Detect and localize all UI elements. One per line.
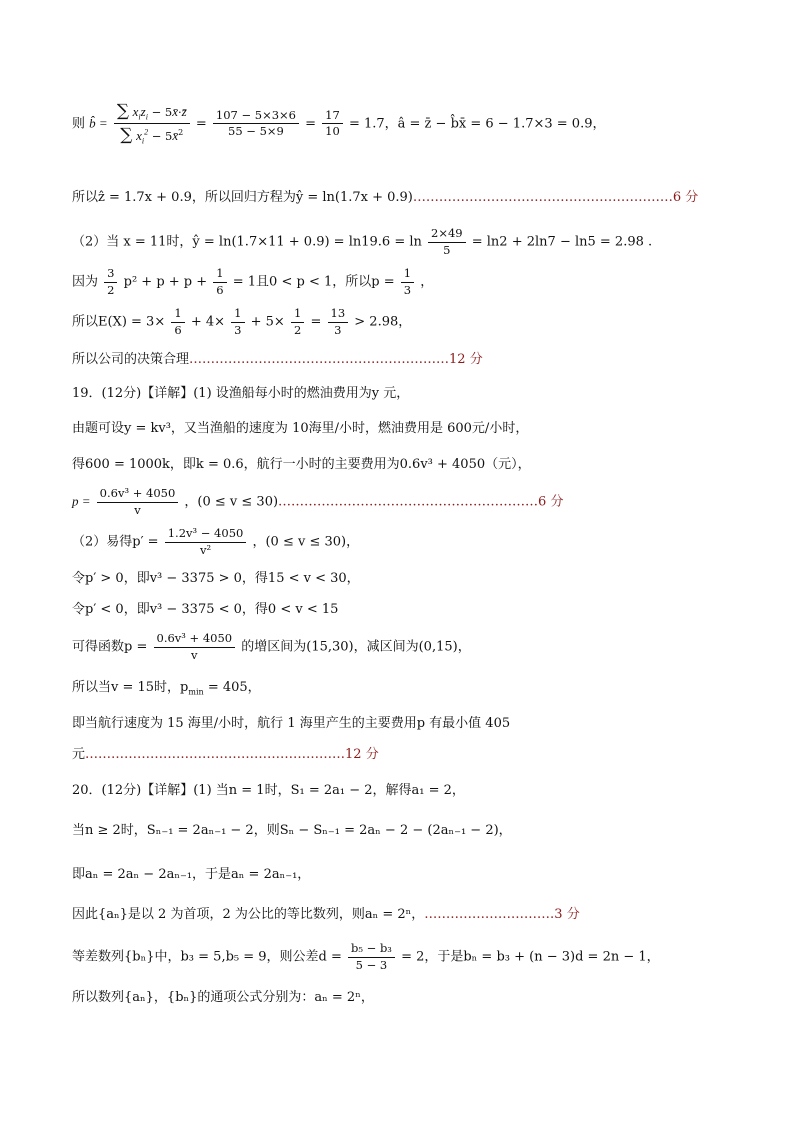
dots: ……………………………………………………: [189, 352, 450, 367]
frac-den: 2: [293, 322, 302, 337]
fraction: [154, 631, 236, 663]
text: = 2，于是bₙ = b₃ + (n − 3)d = 2n − 1，: [401, 949, 660, 965]
text: 因此{aₙ}是以 2 为首项，2 为公比的等比数列，则aₙ = 2ⁿ，: [72, 907, 425, 922]
fraction: [328, 306, 349, 338]
score-label: 12 分: [345, 747, 379, 762]
frac-den: 5 − 3: [355, 957, 388, 972]
text: 因为: [72, 274, 99, 290]
frac-num: 2×49: [428, 226, 466, 243]
fraction-2x49-5: [428, 226, 466, 258]
frac-num: 17: [322, 108, 343, 125]
fraction-numeric: [213, 108, 299, 140]
text: 19．(12分)【详解】(1) 设渔船每小时的燃油费用为y 元，: [72, 386, 410, 401]
question-20-heading: [72, 783, 465, 799]
score-label: 12 分: [449, 352, 483, 367]
q19-intervals: [72, 631, 471, 663]
text: p =: [72, 493, 91, 509]
text: ，(0 ≤ v ≤ 30): [184, 494, 279, 510]
fraction: [97, 486, 179, 518]
b-hat-symbol: b̂ =: [89, 115, 108, 131]
frac-num: 13: [328, 306, 349, 323]
q19-line: [72, 571, 360, 587]
dots: ……………………………………………………: [412, 190, 673, 205]
frac-num: 1: [171, 306, 184, 323]
subscript: min: [188, 687, 204, 697]
text: （2）易得p′ =: [72, 534, 159, 550]
frac-num: b₅ − b₃: [348, 941, 395, 958]
text: = 405，: [207, 680, 261, 695]
frac-den: v: [134, 502, 141, 517]
text: =: [310, 314, 322, 330]
frac-num: 1: [231, 306, 244, 323]
text: 令p′ > 0，即v³ − 3375 > 0，得15 < v < 30，: [72, 571, 360, 586]
frac-bottom: ∑ $x_i^2$ − 5x̄$^2$: [120, 125, 184, 146]
frac-num: 0.6v³ + 4050: [97, 486, 179, 503]
part2-line: [72, 226, 652, 258]
text: （2）当 x = 11时，ŷ = ln(1.7×11 + 0.9) = ln19.6 = ln: [72, 234, 422, 250]
text: + 5×: [250, 314, 285, 330]
frac-den: 6: [216, 282, 224, 297]
frac-den: 3: [403, 282, 412, 297]
frac-top: ∑ $x_iz_i$ − 5x̄·z̄: [114, 100, 190, 124]
fraction: [291, 306, 304, 338]
q19-line: [72, 457, 531, 473]
text: 等差数列{bₙ}中，b₃ = 5,b₅ = 9，则公差d =: [72, 949, 342, 965]
frac-den: 3: [334, 322, 342, 337]
frac-num: 1: [291, 306, 304, 323]
text: 令p′ < 0，即v³ − 3375 < 0，得0 < v < 15: [72, 602, 339, 617]
frac-num: 0.6v³ + 4050: [154, 631, 236, 648]
frac-den: 55 − 5×9: [228, 124, 284, 139]
q19-end: [72, 747, 379, 763]
dots: …………………………: [424, 907, 555, 922]
q19-line: [72, 602, 338, 618]
fraction: [104, 266, 117, 298]
formula-line-b-hat: 则 b̂ = $\frac{\sum x_iz_i - 5x̄\cdot z̄}{\sum x_i^2 - 5x̄^2}$ = $\frac{107 - 5\times 3\times 6}{55 - 5\times 9}$ = $\frac{17}{10}$ = 1.7，â = z̄ − b̂x̄ = 6 − 1.7×3 = 0.9，: [72, 101, 606, 146]
question-19-heading: [72, 386, 409, 402]
text: p² + p + p +: [123, 274, 208, 290]
score-label: 6 分: [538, 494, 564, 510]
regression-line: [72, 190, 698, 206]
fraction: [231, 306, 244, 338]
q20-line: [72, 823, 512, 839]
score-label: 3 分: [554, 907, 580, 922]
q20-line: [72, 907, 580, 923]
fraction: [401, 266, 414, 298]
text-ze: 则: [72, 116, 86, 132]
text: 所以E(X) = 3×: [72, 314, 166, 330]
q20-line: [72, 990, 374, 1006]
text: = 1且0 < p < 1，所以p =: [232, 274, 395, 290]
frac-den: 2: [107, 282, 115, 297]
text: 即当航行速度为 15 海里/小时，航行 1 海里产生的主要费用p 有最小值 405: [72, 716, 511, 731]
q20-line: [72, 867, 310, 883]
fraction: [348, 941, 395, 973]
text: ，(0 ≤ v ≤ 30)，: [252, 534, 360, 550]
fraction: [171, 306, 184, 338]
text: 由题可设y = kv³，又当渔船的速度为 10海里/小时，燃油费用是 600元/小时，: [72, 421, 529, 436]
score-label: 6 分: [672, 190, 699, 205]
fraction: [213, 266, 226, 298]
fraction: [165, 526, 247, 558]
fraction-b-hat: [114, 100, 190, 148]
q19-min: [72, 680, 261, 697]
frac-num: 1.2v³ − 4050: [165, 526, 247, 543]
q19-line: [72, 421, 528, 437]
expectation-line: [72, 306, 411, 338]
frac-num: 3: [104, 266, 117, 283]
text: 元: [72, 747, 86, 762]
text: > 2.98，: [354, 314, 412, 330]
probability-line: [72, 266, 433, 298]
q20-arithmetic: [72, 941, 660, 973]
text: 得600 = 1000k，即k = 0.6，航行一小时的主要费用为0.6v³ + 4050（元），: [72, 457, 531, 472]
frac-num: 1: [213, 266, 226, 283]
text: 所以公司的决策合理: [72, 352, 190, 367]
frac-den: 5: [443, 242, 451, 257]
q19-cost-function: [72, 486, 563, 518]
text: ，: [420, 274, 434, 290]
dots: ……………………………………………………: [278, 494, 539, 510]
text-tail: = 1.7，â = z̄ − b̂x̄ = 6 − 1.7×3 = 0.9，: [348, 116, 606, 132]
fraction-17-10: [322, 108, 343, 140]
frac-den: 3: [234, 322, 242, 337]
text: 可得函数p =: [72, 639, 148, 655]
frac-num: 107 − 5×3×6: [213, 108, 299, 125]
frac-num: 1: [401, 266, 414, 283]
text: = ln2 + 2ln7 − ln5 = 2.98 .: [471, 234, 653, 250]
q19-line: [72, 716, 510, 732]
dots: ……………………………………………………: [85, 747, 346, 762]
frac-den: v: [191, 647, 198, 662]
text: 的增区间为(15,30)，减区间为(0,15)，: [241, 639, 471, 655]
text: 当n ≥ 2时，Sₙ₋₁ = 2aₙ₋₁ − 2，则Sₙ − Sₙ₋₁ = 2aₙ − 2 − (2aₙ₋₁ − 2)，: [72, 823, 512, 838]
text: 即aₙ = 2aₙ − 2aₙ₋₁，于是aₙ = 2aₙ₋₁，: [72, 867, 311, 882]
text: 所以ẑ = 1.7x + 0.9，所以回归方程为ŷ = ln(1.7x + 0.9): [72, 190, 413, 205]
frac-den: 10: [325, 124, 340, 139]
text: 所以当v = 15时，p: [72, 680, 189, 695]
q19-derivative: [72, 526, 359, 558]
text: 20．(12分)【详解】(1) 当n = 1时，S₁ = 2a₁ − 2，解得a₁ = 2，: [72, 783, 465, 798]
text: 所以数列{aₙ}，{bₙ}的通项公式分别为：aₙ = 2ⁿ，: [72, 990, 374, 1005]
frac-den: 6: [174, 322, 182, 337]
frac-den: v²: [199, 542, 212, 557]
text: + 4×: [190, 314, 226, 330]
decision-line: [72, 352, 483, 368]
